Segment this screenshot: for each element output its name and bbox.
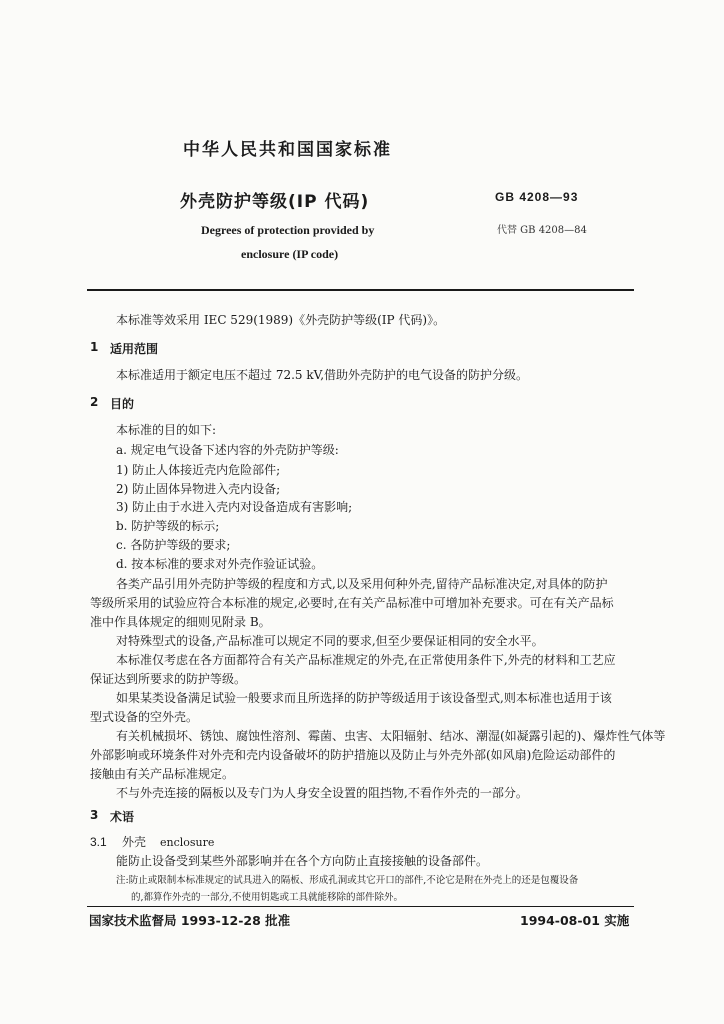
section-2-title: 目的 — [110, 397, 135, 411]
list-item: d. 按本标准的要求对外壳作验证试验。 — [116, 557, 324, 571]
effective-date: 1994-08-01 实施 — [520, 913, 630, 928]
section-1-title: 适用范围 — [110, 342, 159, 356]
paragraph-line: 有关机械损坏、锈蚀、腐蚀性溶剂、霉菌、虫害、太阳辐射、结冰、潮湿(如凝露引起的)、爆炸性气体等 — [116, 729, 666, 743]
intro-paragraph: 本标准等效采用 IEC 529(1989)《外壳防护等级(IP 代码)》。 — [116, 313, 446, 327]
section-2-intro: 本标准的目的如下: — [116, 423, 217, 437]
paragraph-line: 接触由有关产品标准规定。 — [90, 767, 235, 781]
paragraph-line: 准中作具体规定的细则见附录 B。 — [90, 615, 271, 629]
paragraph-line: 保证达到所要求的防护等级。 — [90, 672, 247, 686]
term-number: 3.1 — [90, 835, 107, 849]
section-1-number: 1 — [90, 340, 99, 354]
paragraph-line: 对特殊型式的设备,产品标准可以规定不同的要求,但至少要保证相同的安全水平。 — [116, 634, 544, 648]
document-title-en-line1: Degrees of protection provided by — [201, 223, 375, 237]
term-en: enclosure — [160, 836, 215, 849]
term-cn: 外壳 — [122, 835, 147, 849]
list-item: 2) 防止固体异物进入壳内设备; — [116, 482, 281, 496]
paragraph-line: 型式设备的空外壳。 — [90, 710, 199, 724]
footer-rule — [87, 906, 634, 907]
section-3-title: 术语 — [110, 810, 135, 824]
list-item: a. 规定电气设备下述内容的外壳防护等级: — [116, 443, 339, 457]
section-3-number: 3 — [90, 808, 99, 822]
standard-code: GB 4208—93 — [495, 190, 579, 204]
paragraph-line: 本标准仅考虑在各方面都符合有关产品标准规定的外壳,在正常使用条件下,外壳的材料和工艺应 — [116, 653, 616, 667]
replaces-code: 代替 GB 4208—84 — [497, 225, 587, 236]
header-rule — [87, 289, 634, 291]
paragraph-line: 等级所采用的试验应符合本标准的规定,必要时,在有关产品标准中可增加补充要求。可在有关产品标 — [90, 596, 614, 610]
list-item: 1) 防止人体接近壳内危险部件; — [116, 463, 281, 477]
list-item: c. 各防护等级的要求; — [116, 538, 231, 552]
section-1-text: 本标准适用于额定电压不超过 72.5 kV,借助外壳防护的电气设备的防护分级。 — [116, 368, 529, 382]
paragraph-line: 如果某类设备满足试验一般要求而且所选择的防护等级适用于该设备型式,则本标准也适用于该 — [116, 691, 612, 705]
list-item: b. 防护等级的标示; — [116, 519, 220, 533]
section-2-number: 2 — [90, 395, 99, 409]
national-standard-title: 中华人民共和国国家标准 — [183, 140, 392, 160]
note-line: 的,都算作外壳的一部分,不使用钥匙或工具就能移除的部件除外。 — [131, 892, 404, 903]
note-line: 注:防止或限制本标准规定的试具进入的隔板、形成孔洞或其它开口的部件,不论它是附在外壳上的还是包覆设备 — [116, 875, 579, 886]
paragraph-line: 不与外壳连接的隔板以及专门为人身安全设置的阻挡物,不看作外壳的一部分。 — [116, 786, 528, 800]
document-title-en-line2: enclosure (IP code) — [241, 247, 339, 261]
document-title-cn: 外壳防护等级(IP 代码) — [180, 192, 370, 212]
term-definition: 能防止设备受到某些外部影响并在各个方向防止直接接触的设备部件。 — [116, 854, 489, 868]
paragraph-line: 各类产品引用外壳防护等级的程度和方式,以及采用何种外壳,留待产品标准决定,对具体的防护 — [116, 577, 608, 591]
paragraph-line: 外部影响或环境条件对外壳和壳内设备破坏的防护措施以及防止与外壳外部(如风扇)危险运动部件的 — [90, 748, 616, 762]
approval-date: 国家技术监督局 1993-12-28 批准 — [89, 913, 291, 928]
list-item: 3) 防止由于水进入壳内对设备造成有害影响; — [116, 500, 353, 514]
